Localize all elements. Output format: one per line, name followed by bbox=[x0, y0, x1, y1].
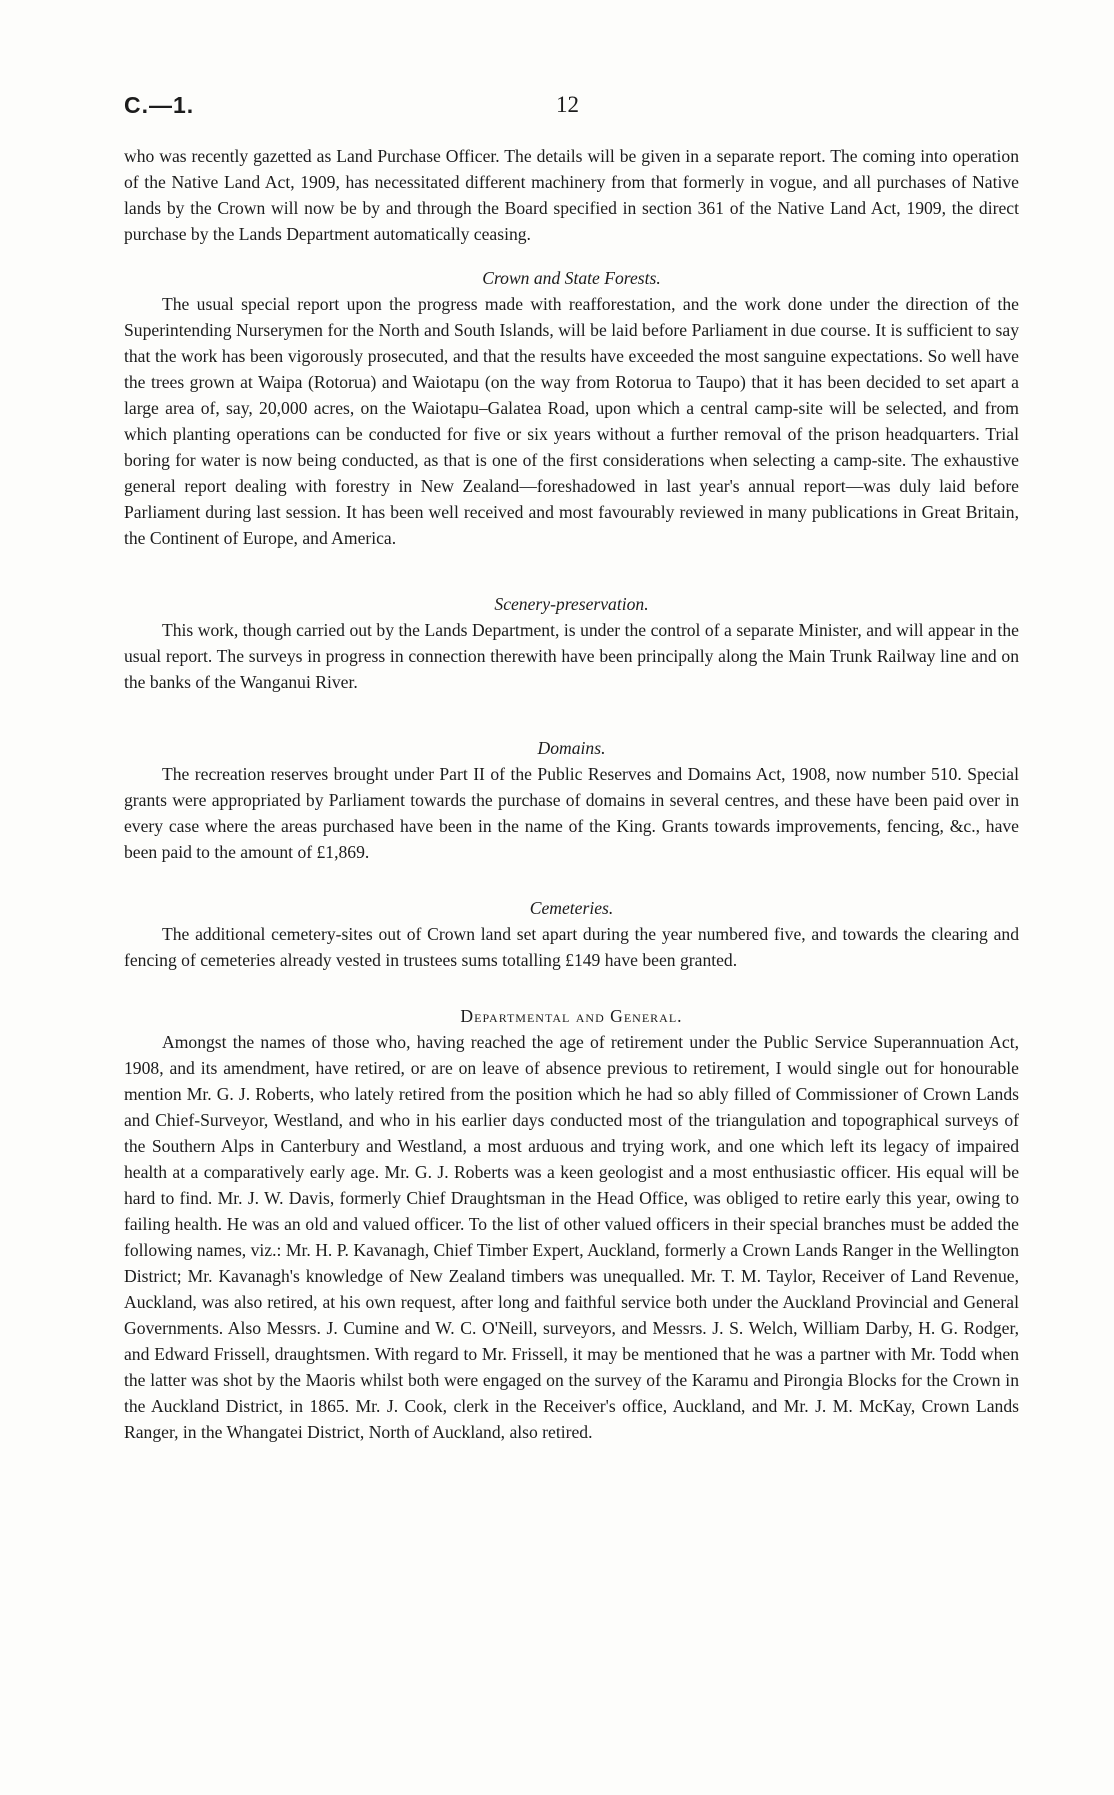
heading-crown-state-forests: Crown and State Forests. bbox=[482, 268, 661, 288]
paragraph-forests: The usual special report upon the progress made with reafforestation, and the work done under the direction of the Superintending Nurserymen for the North and South Islands, will be laid before Parliament in due course. It is sufficient to say that the work has been vigorously prosecuted, and that the results have exceeded the most sanguine expectations. So well have the trees grown at Waipa (Rotorua) and Waiotapu (on the way from Rotorua to Taupo) that it has been decided to set apart a large area of, say, 20,000 acres, on the Waiotapu–Galatea Road, upon which a central camp-site will be selected, and from which planting operations can be conducted for five or six years without a further removal of the prison headquarters. Trial boring for water is now being conducted, as that is one of the first considerations when selecting a camp-site. The exhaustive general report dealing with forestry in New Zealand—foreshadowed in last year's annual report—was duly laid before Parliament during last session. It has been well received and most favourably reviewed in many publications in Great Britain, the Continent of Europe, and America. bbox=[124, 294, 1019, 548]
paragraph-scenery: This work, though carried out by the Lands Department, is under the control of a separate Minister, and will appear in the usual report. The surveys in progress in connection therewith have been principally along the Main Trunk Railway line and on the banks of the Wanganui River. bbox=[124, 620, 1019, 692]
body-text bbox=[124, 143, 1019, 1445]
document-code: C.—1. bbox=[124, 92, 195, 118]
heading-departmental-general: Departmental and General. bbox=[460, 1006, 683, 1026]
heading-cemeteries: Cemeteries. bbox=[529, 898, 614, 918]
page-header bbox=[124, 92, 1019, 128]
page-number: 12 bbox=[556, 92, 579, 117]
heading-domains: Domains. bbox=[537, 738, 606, 758]
heading-scenery-preservation: Scenery-preservation. bbox=[494, 594, 649, 614]
paragraph-departmental-general: Amongst the names of those who, having reached the age of retirement under the Public Service Superannuation Act, 1908, and its amendment, have retired, or are on leave of absence previous to retirement, I would single out for honourable mention Mr. G. J. Roberts, who lately retired from the position which he had so ably filled of Commissioner of Crown Lands and Chief-Surveyor, Westland, and who in his earlier days conducted most of the triangulation and topographical surveys of the Southern Alps in Canterbury and Westland, a most arduous and trying work, and one which left its legacy of impaired health at a comparatively early age. Mr. G. J. Roberts was a keen geologist and a most enthusiastic officer. His equal will be hard to find. Mr. J. W. Davis, formerly Chief Draughtsman in the Head Office, was obliged to retire early this year, owing to failing health. He was an old and valued officer. To the list of other valued officers in their special branches must be added the following names, viz.: Mr. H. P. Kavanagh, Chief Timber Expert, Auckland, formerly a Crown Lands Ranger in the Wellington District; Mr. Kavanagh's knowledge of New Zealand timbers was unequalled. Mr. T. M. Taylor, Receiver of Land Revenue, Auckland, was also retired, at his own request, after long and faithful service both under the Auckland Provincial and General Governments. Also Messrs. J. Cumine and W. C. O'Neill, surveyors, and Messrs. J. S. Welch, William Darby, H. G. Rodger, and Edward Frissell, draughtsmen. With regard to Mr. Frissell, it may be mentioned that he was a partner with Mr. Todd when the latter was shot by the Maoris whilst both were engaged on the survey of the Karamu and Pirongia Blocks for the Crown in the Auckland District, in 1865. Mr. J. Cook, clerk in the Receiver's office, Auckland, and Mr. J. M. McKay, Crown Lands Ranger, in the Whangatei District, North of Auckland, also retired. bbox=[124, 1032, 1019, 1442]
paragraph-cemeteries: The additional cemetery-sites out of Crown land set apart during the year numbered five, and towards the clearing and fencing of cemeteries already vested in trustees sums totalling £149 have been granted. bbox=[124, 924, 1019, 970]
paragraph-domains: The recreation reserves brought under Part II of the Public Reserves and Domains Act, 1908, now number 510. Special grants were appropriated by Parliament towards the purchase of domains in several centres, and these have been paid over in every case where the areas purchased have been in the name of the King. Grants towards improvements, fencing, &c., have been paid to the amount of £1,869. bbox=[124, 764, 1019, 862]
paragraph-land-purchase: who was recently gazetted as Land Purchase Officer. The details will be given in a separate report. The coming into operation of the Native Land Act, 1909, has necessitated different machinery from that formerly in vogue, and all purchases of Native lands by the Crown will now be by and through the Board specified in section 361 of the Native Land Act, 1909, the direct purchase by the Lands Department automatically ceasing. bbox=[124, 146, 1019, 244]
